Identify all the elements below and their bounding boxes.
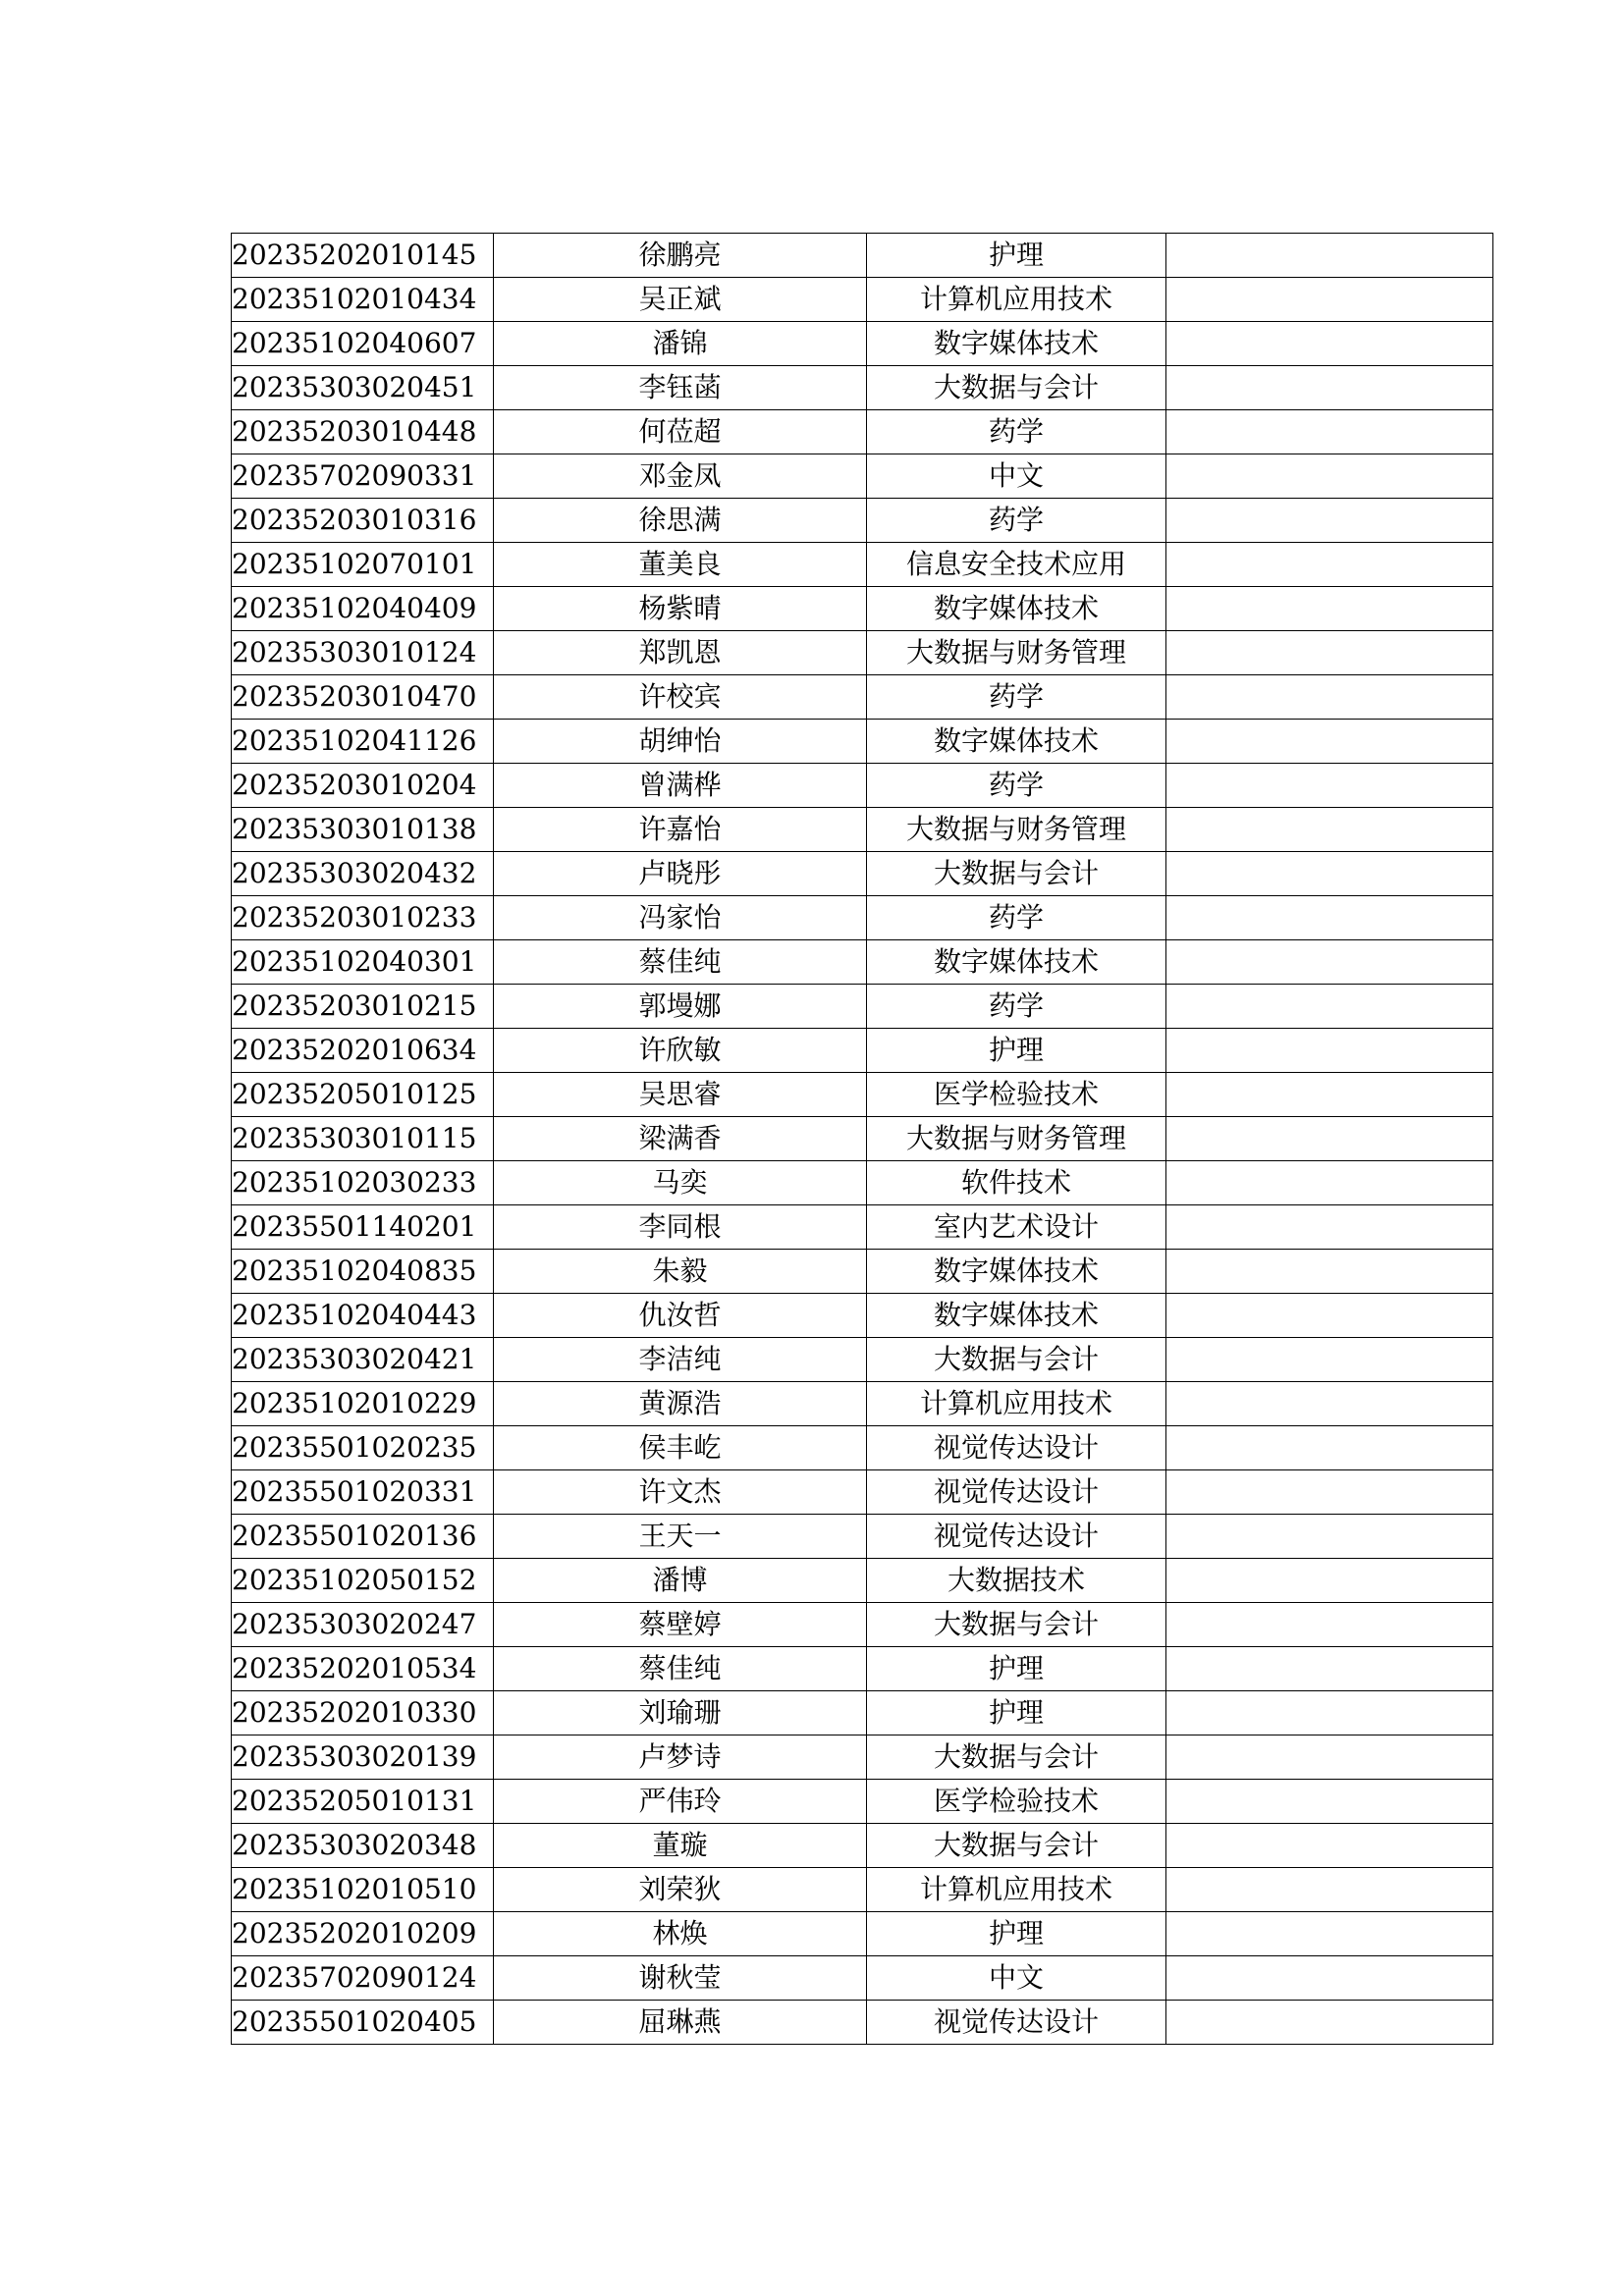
student-id-cell: 20235303020139 <box>232 1735 494 1780</box>
student-name-cell: 董美良 <box>494 543 867 587</box>
major-cell: 中文 <box>867 454 1166 499</box>
table-row <box>232 499 1493 543</box>
remark-cell <box>1166 454 1493 499</box>
student-name-cell: 吴思睿 <box>494 1073 867 1117</box>
remark-cell <box>1166 631 1493 675</box>
student-name-cell: 林焕 <box>494 1912 867 1956</box>
major-cell: 大数据与会计 <box>867 1338 1166 1382</box>
remark-cell <box>1166 1824 1493 1868</box>
table-row <box>232 1382 1493 1426</box>
table-row <box>232 1294 1493 1338</box>
table-row <box>232 1691 1493 1735</box>
table-row <box>232 720 1493 764</box>
student-id-cell: 20235205010125 <box>232 1073 494 1117</box>
table-row <box>232 985 1493 1029</box>
student-id-cell: 20235501020136 <box>232 1515 494 1559</box>
student-id-cell: 20235501140201 <box>232 1205 494 1250</box>
remark-cell <box>1166 808 1493 852</box>
table-row <box>232 1205 1493 1250</box>
remark-cell <box>1166 1073 1493 1117</box>
major-cell: 护理 <box>867 1912 1166 1956</box>
table-row <box>232 1161 1493 1205</box>
major-cell: 药学 <box>867 499 1166 543</box>
student-name-cell: 徐鹏亮 <box>494 234 867 278</box>
remark-cell <box>1166 2001 1493 2045</box>
remark-cell <box>1166 366 1493 410</box>
major-cell: 信息安全技术应用 <box>867 543 1166 587</box>
remark-cell <box>1166 1559 1493 1603</box>
student-name-cell: 王天一 <box>494 1515 867 1559</box>
major-cell: 视觉传达设计 <box>867 1426 1166 1470</box>
major-cell: 大数据与财务管理 <box>867 808 1166 852</box>
student-name-cell: 马奕 <box>494 1161 867 1205</box>
major-cell: 视觉传达设计 <box>867 1515 1166 1559</box>
remark-cell <box>1166 1515 1493 1559</box>
student-id-cell: 20235102040443 <box>232 1294 494 1338</box>
student-id-cell: 20235303020247 <box>232 1603 494 1647</box>
student-name-cell: 董璇 <box>494 1824 867 1868</box>
major-cell: 软件技术 <box>867 1161 1166 1205</box>
student-id-cell: 20235202010145 <box>232 234 494 278</box>
table-row <box>232 410 1493 454</box>
remark-cell <box>1166 985 1493 1029</box>
remark-cell <box>1166 1603 1493 1647</box>
student-id-cell: 20235102050152 <box>232 1559 494 1603</box>
student-id-cell: 20235205010131 <box>232 1780 494 1824</box>
remark-cell <box>1166 499 1493 543</box>
remark-cell <box>1166 1912 1493 1956</box>
student-id-cell: 20235203010448 <box>232 410 494 454</box>
table-row <box>232 454 1493 499</box>
major-cell: 大数据与财务管理 <box>867 1117 1166 1161</box>
student-id-cell: 20235303020432 <box>232 852 494 896</box>
remark-cell <box>1166 322 1493 366</box>
table-row <box>232 1029 1493 1073</box>
student-id-cell: 20235102041126 <box>232 720 494 764</box>
student-name-cell: 仇汝哲 <box>494 1294 867 1338</box>
student-name-cell: 潘锦 <box>494 322 867 366</box>
major-cell: 计算机应用技术 <box>867 278 1166 322</box>
student-name-cell: 李洁纯 <box>494 1338 867 1382</box>
student-id-cell: 20235202010534 <box>232 1647 494 1691</box>
student-name-cell: 徐思满 <box>494 499 867 543</box>
major-cell: 药学 <box>867 896 1166 940</box>
major-cell: 护理 <box>867 1647 1166 1691</box>
student-id-cell: 20235102040835 <box>232 1250 494 1294</box>
major-cell: 计算机应用技术 <box>867 1382 1166 1426</box>
student-id-cell: 20235102030233 <box>232 1161 494 1205</box>
remark-cell <box>1166 1956 1493 2001</box>
student-name-cell: 胡绅怡 <box>494 720 867 764</box>
table-row <box>232 1647 1493 1691</box>
table-row <box>232 587 1493 631</box>
major-cell: 医学检验技术 <box>867 1780 1166 1824</box>
remark-cell <box>1166 1735 1493 1780</box>
student-name-cell: 曾满桦 <box>494 764 867 808</box>
remark-cell <box>1166 587 1493 631</box>
table-row <box>232 543 1493 587</box>
remark-cell <box>1166 852 1493 896</box>
table-row <box>232 1470 1493 1515</box>
remark-cell <box>1166 1647 1493 1691</box>
remark-cell <box>1166 1868 1493 1912</box>
table-row <box>232 764 1493 808</box>
major-cell: 数字媒体技术 <box>867 322 1166 366</box>
major-cell: 护理 <box>867 1029 1166 1073</box>
student-id-cell: 20235203010470 <box>232 675 494 720</box>
remark-cell <box>1166 764 1493 808</box>
student-name-cell: 许文杰 <box>494 1470 867 1515</box>
student-name-cell: 邓金凤 <box>494 454 867 499</box>
major-cell: 药学 <box>867 675 1166 720</box>
student-name-cell: 杨紫晴 <box>494 587 867 631</box>
major-cell: 数字媒体技术 <box>867 720 1166 764</box>
remark-cell <box>1166 1294 1493 1338</box>
student-id-cell: 20235501020235 <box>232 1426 494 1470</box>
student-id-cell: 20235102040301 <box>232 940 494 985</box>
major-cell: 药学 <box>867 764 1166 808</box>
student-name-cell: 吴正斌 <box>494 278 867 322</box>
student-id-cell: 20235203010233 <box>232 896 494 940</box>
student-name-cell: 侯丰屹 <box>494 1426 867 1470</box>
student-id-cell: 20235303020451 <box>232 366 494 410</box>
student-name-cell: 卢晓彤 <box>494 852 867 896</box>
major-cell: 药学 <box>867 985 1166 1029</box>
student-name-cell: 许校宾 <box>494 675 867 720</box>
student-id-cell: 20235501020405 <box>232 2001 494 2045</box>
table-row <box>232 1780 1493 1824</box>
major-cell: 大数据与会计 <box>867 1603 1166 1647</box>
table-row <box>232 1515 1493 1559</box>
remark-cell <box>1166 1250 1493 1294</box>
student-name-cell: 屈琳燕 <box>494 2001 867 2045</box>
student-id-cell: 20235202010330 <box>232 1691 494 1735</box>
major-cell: 护理 <box>867 234 1166 278</box>
student-id-cell: 20235202010209 <box>232 1912 494 1956</box>
student-id-cell: 20235303010138 <box>232 808 494 852</box>
table-row <box>232 366 1493 410</box>
student-list-table <box>231 233 1493 2045</box>
student-name-cell: 蔡佳纯 <box>494 940 867 985</box>
major-cell: 视觉传达设计 <box>867 1470 1166 1515</box>
student-id-cell: 20235303020348 <box>232 1824 494 1868</box>
table-row <box>232 1250 1493 1294</box>
major-cell: 数字媒体技术 <box>867 1250 1166 1294</box>
student-name-cell: 刘荣狄 <box>494 1868 867 1912</box>
student-id-cell: 20235202010634 <box>232 1029 494 1073</box>
student-name-cell: 郭墁娜 <box>494 985 867 1029</box>
remark-cell <box>1166 1426 1493 1470</box>
major-cell: 视觉传达设计 <box>867 2001 1166 2045</box>
student-name-cell: 卢梦诗 <box>494 1735 867 1780</box>
table-row <box>232 1073 1493 1117</box>
student-list-body <box>232 234 1493 2045</box>
major-cell: 大数据与会计 <box>867 1735 1166 1780</box>
table-row <box>232 852 1493 896</box>
student-id-cell: 20235203010215 <box>232 985 494 1029</box>
major-cell: 大数据与会计 <box>867 366 1166 410</box>
major-cell: 室内艺术设计 <box>867 1205 1166 1250</box>
student-id-cell: 20235203010316 <box>232 499 494 543</box>
table-row <box>232 1824 1493 1868</box>
student-name-cell: 严伟玲 <box>494 1780 867 1824</box>
table-row <box>232 675 1493 720</box>
table-row <box>232 2001 1493 2045</box>
remark-cell <box>1166 1029 1493 1073</box>
student-id-cell: 20235102070101 <box>232 543 494 587</box>
student-id-cell: 20235203010204 <box>232 764 494 808</box>
table-row <box>232 896 1493 940</box>
student-id-cell: 20235501020331 <box>232 1470 494 1515</box>
major-cell: 中文 <box>867 1956 1166 2001</box>
remark-cell <box>1166 234 1493 278</box>
student-id-cell: 20235303020421 <box>232 1338 494 1382</box>
table-row <box>232 1117 1493 1161</box>
table-row <box>232 322 1493 366</box>
table-row <box>232 278 1493 322</box>
table-row <box>232 1426 1493 1470</box>
student-name-cell: 蔡佳纯 <box>494 1647 867 1691</box>
student-name-cell: 蔡壁婷 <box>494 1603 867 1647</box>
remark-cell <box>1166 1382 1493 1426</box>
student-id-cell: 20235102010510 <box>232 1868 494 1912</box>
remark-cell <box>1166 410 1493 454</box>
major-cell: 护理 <box>867 1691 1166 1735</box>
student-name-cell: 许欣敏 <box>494 1029 867 1073</box>
table-row <box>232 808 1493 852</box>
remark-cell <box>1166 1470 1493 1515</box>
major-cell: 大数据技术 <box>867 1559 1166 1603</box>
remark-cell <box>1166 1161 1493 1205</box>
remark-cell <box>1166 896 1493 940</box>
table-row <box>232 1603 1493 1647</box>
student-name-cell: 梁满香 <box>494 1117 867 1161</box>
student-name-cell: 黄源浩 <box>494 1382 867 1426</box>
major-cell: 数字媒体技术 <box>867 940 1166 985</box>
major-cell: 计算机应用技术 <box>867 1868 1166 1912</box>
table-row <box>232 631 1493 675</box>
student-name-cell: 何莅超 <box>494 410 867 454</box>
student-id-cell: 20235102040607 <box>232 322 494 366</box>
remark-cell <box>1166 278 1493 322</box>
major-cell: 大数据与财务管理 <box>867 631 1166 675</box>
major-cell: 数字媒体技术 <box>867 1294 1166 1338</box>
remark-cell <box>1166 543 1493 587</box>
table-row <box>232 1912 1493 1956</box>
student-name-cell: 谢秋莹 <box>494 1956 867 2001</box>
remark-cell <box>1166 1691 1493 1735</box>
student-name-cell: 刘瑜珊 <box>494 1691 867 1735</box>
student-name-cell: 冯家怡 <box>494 896 867 940</box>
remark-cell <box>1166 940 1493 985</box>
major-cell: 数字媒体技术 <box>867 587 1166 631</box>
remark-cell <box>1166 1117 1493 1161</box>
student-id-cell: 20235303010124 <box>232 631 494 675</box>
student-name-cell: 许嘉怡 <box>494 808 867 852</box>
table-row <box>232 1735 1493 1780</box>
student-id-cell: 20235102010434 <box>232 278 494 322</box>
major-cell: 医学检验技术 <box>867 1073 1166 1117</box>
remark-cell <box>1166 720 1493 764</box>
student-name-cell: 李同根 <box>494 1205 867 1250</box>
table-row <box>232 1559 1493 1603</box>
student-id-cell: 20235702090331 <box>232 454 494 499</box>
student-name-cell: 郑凯恩 <box>494 631 867 675</box>
student-name-cell: 潘博 <box>494 1559 867 1603</box>
table-row <box>232 1956 1493 2001</box>
student-name-cell: 朱毅 <box>494 1250 867 1294</box>
student-id-cell: 20235303010115 <box>232 1117 494 1161</box>
table-row <box>232 1868 1493 1912</box>
student-id-cell: 20235102040409 <box>232 587 494 631</box>
table-row <box>232 940 1493 985</box>
major-cell: 大数据与会计 <box>867 852 1166 896</box>
remark-cell <box>1166 1780 1493 1824</box>
remark-cell <box>1166 1205 1493 1250</box>
remark-cell <box>1166 1338 1493 1382</box>
student-name-cell: 李钰菡 <box>494 366 867 410</box>
student-id-cell: 20235102010229 <box>232 1382 494 1426</box>
table-row <box>232 1338 1493 1382</box>
major-cell: 大数据与会计 <box>867 1824 1166 1868</box>
remark-cell <box>1166 675 1493 720</box>
table-row <box>232 234 1493 278</box>
major-cell: 药学 <box>867 410 1166 454</box>
student-id-cell: 20235702090124 <box>232 1956 494 2001</box>
